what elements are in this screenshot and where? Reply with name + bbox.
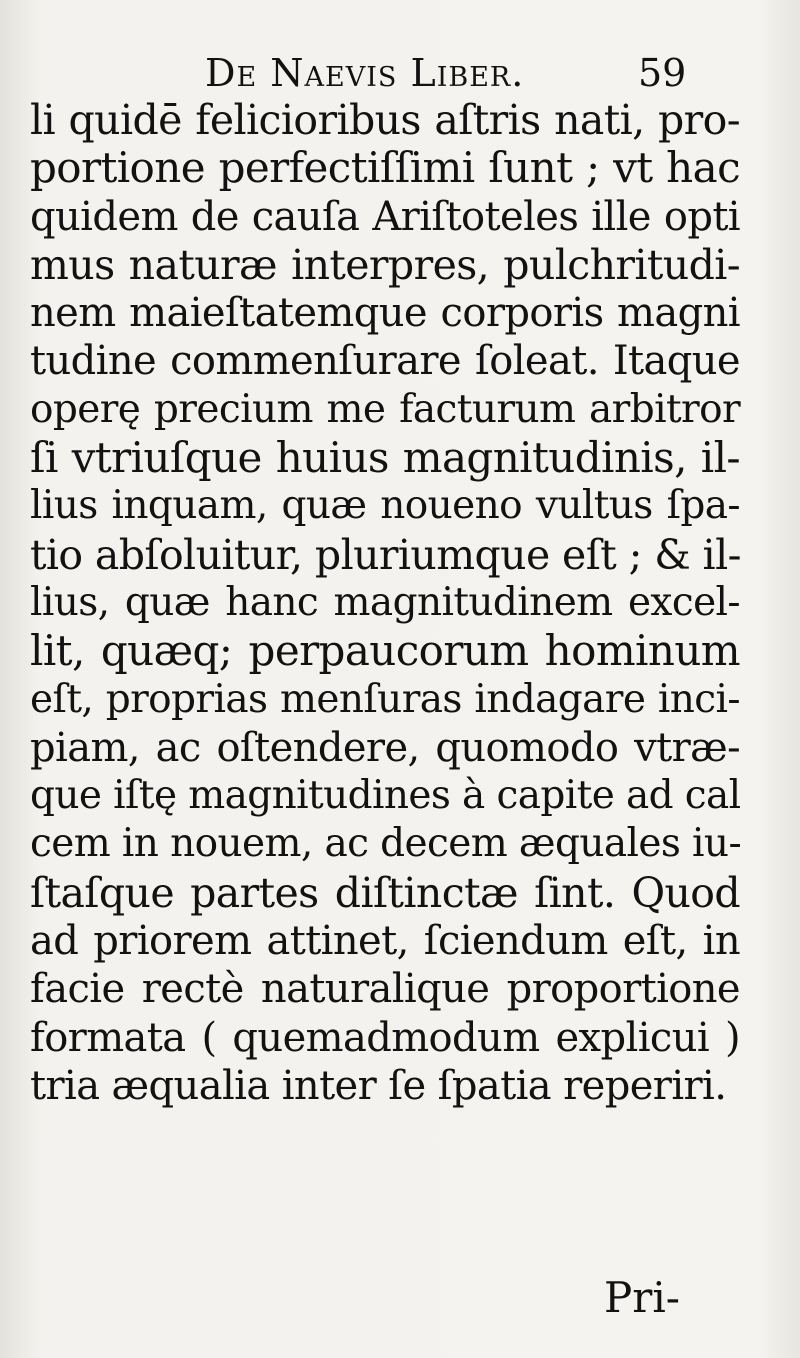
text-line: tria æqualia inter ſe ſpatia reperiri. [30, 1062, 727, 1109]
text-line: ſi vtriuſque huius magnitudinis, il- [30, 433, 740, 483]
text-line: lius, quæ hanc magnitudinem excel- [30, 579, 740, 625]
text-line: tio abſoluitur, pluriumque eſt ; & il- [30, 530, 741, 579]
text-line: piam, ac oſtendere, quomodo vtræ- [30, 724, 740, 771]
text-line: nem maieſtatemque corporis magni [30, 290, 740, 337]
running-header [0, 48, 800, 98]
text-line: li quidē felicioribus aſtris nati, pro- [30, 96, 740, 144]
page-number: 59 [638, 51, 687, 95]
text-line: eſt, proprias menſuras indagare inci- [30, 676, 740, 722]
text-line: ſtaſque partes diſtinctæ ſint. Quod [30, 868, 740, 917]
text-line: quidem de cauſa Ariſtoteles ille opti [30, 193, 740, 240]
text-line: cem in nouem, ac decem æquales iu- [30, 821, 742, 867]
text-line: lius inquam, quæ noueno vultus ſpa- [30, 483, 740, 529]
body-text [30, 96, 740, 1110]
text-line: facie rectè naturalique proportione [30, 966, 740, 1013]
text-line: lit, quæq; perpaucorum hominum [30, 626, 740, 676]
running-title: De Naevis Liber. [205, 51, 525, 95]
catchword: Pri- [604, 1273, 680, 1322]
text-line: formata ( quemadmodum explicui ) [30, 1014, 740, 1061]
text-line: operę precium me facturum arbitror [30, 386, 740, 432]
text-line: mus naturæ interpres, pulchritudi- [30, 240, 740, 289]
text-line: que iſtę magnitudines à capite ad cal [30, 773, 741, 819]
text-line: portione perfectiſſimi ſunt ; vt hac [30, 143, 740, 193]
text-line: tudine commenſurare ſoleat. Itaque [30, 338, 740, 385]
text-line: ad priorem attinet, ſciendum eſt, in [30, 918, 740, 965]
